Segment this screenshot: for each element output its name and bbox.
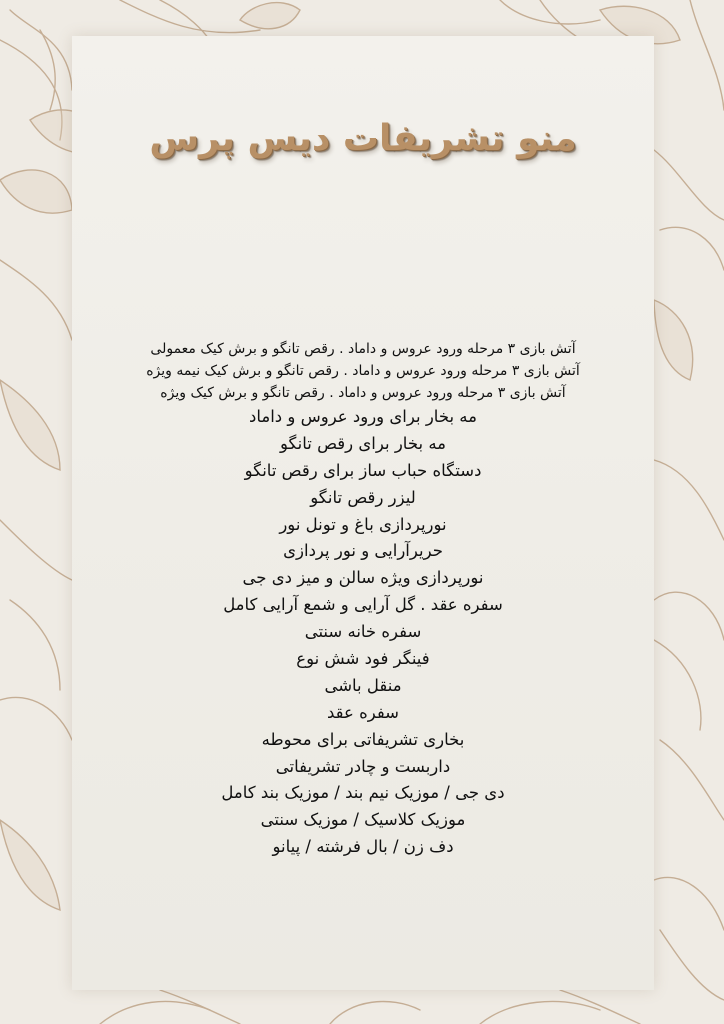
list-item: سفره عقد xyxy=(326,702,400,722)
list-item: سفره خانه سنتی xyxy=(304,622,422,642)
list-item: آتش بازی ۳ مرحله ورود عروس و داماد . رقص تانگو و برش کیک معمولی xyxy=(150,341,576,357)
list-item: بخاری تشریفاتی برای محوطه xyxy=(261,729,465,749)
services-list xyxy=(72,338,654,861)
list-item: فینگر فود شش نوع xyxy=(296,649,430,669)
list-item: منقل باشی xyxy=(324,675,402,695)
list-item: داربست و چادر تشریفاتی xyxy=(275,756,451,776)
list-item: مه بخار برای ورود عروس و داماد xyxy=(248,407,477,426)
list-item: دف زن / بال فرشته / پیانو xyxy=(272,837,454,857)
list-item: موزیک کلاسیک / موزیک سنتی xyxy=(260,810,466,830)
list-item: دی جی / موزیک نیم بند / موزیک بند کامل xyxy=(221,783,505,803)
list-item: دستگاه حباب ساز برای رقص تانگو xyxy=(244,460,482,480)
list-item: سفره عقد . گل آرایی و شمع آرایی کامل xyxy=(223,595,503,615)
list-item: مه بخار برای رقص تانگو xyxy=(279,433,446,453)
list-item: آتش بازی ۳ مرحله ورود عروس و داماد . رقص تانگو و برش کیک نیمه ویژه xyxy=(146,363,580,379)
list-item: نورپردازی ویژه سالن و میز دی جی xyxy=(242,568,484,588)
page-title: منو تشریفات دیس پرس xyxy=(149,118,577,159)
list-item: نورپردازی باغ و تونل نور xyxy=(279,514,447,534)
list-item: حریرآرایی و نور پردازی xyxy=(283,541,443,561)
list-item: آتش بازی ۳ مرحله ورود عروس و داماد . رقص تانگو و برش کیک ویژه xyxy=(160,385,566,401)
list-item: لیزر رقص تانگو xyxy=(310,487,416,507)
